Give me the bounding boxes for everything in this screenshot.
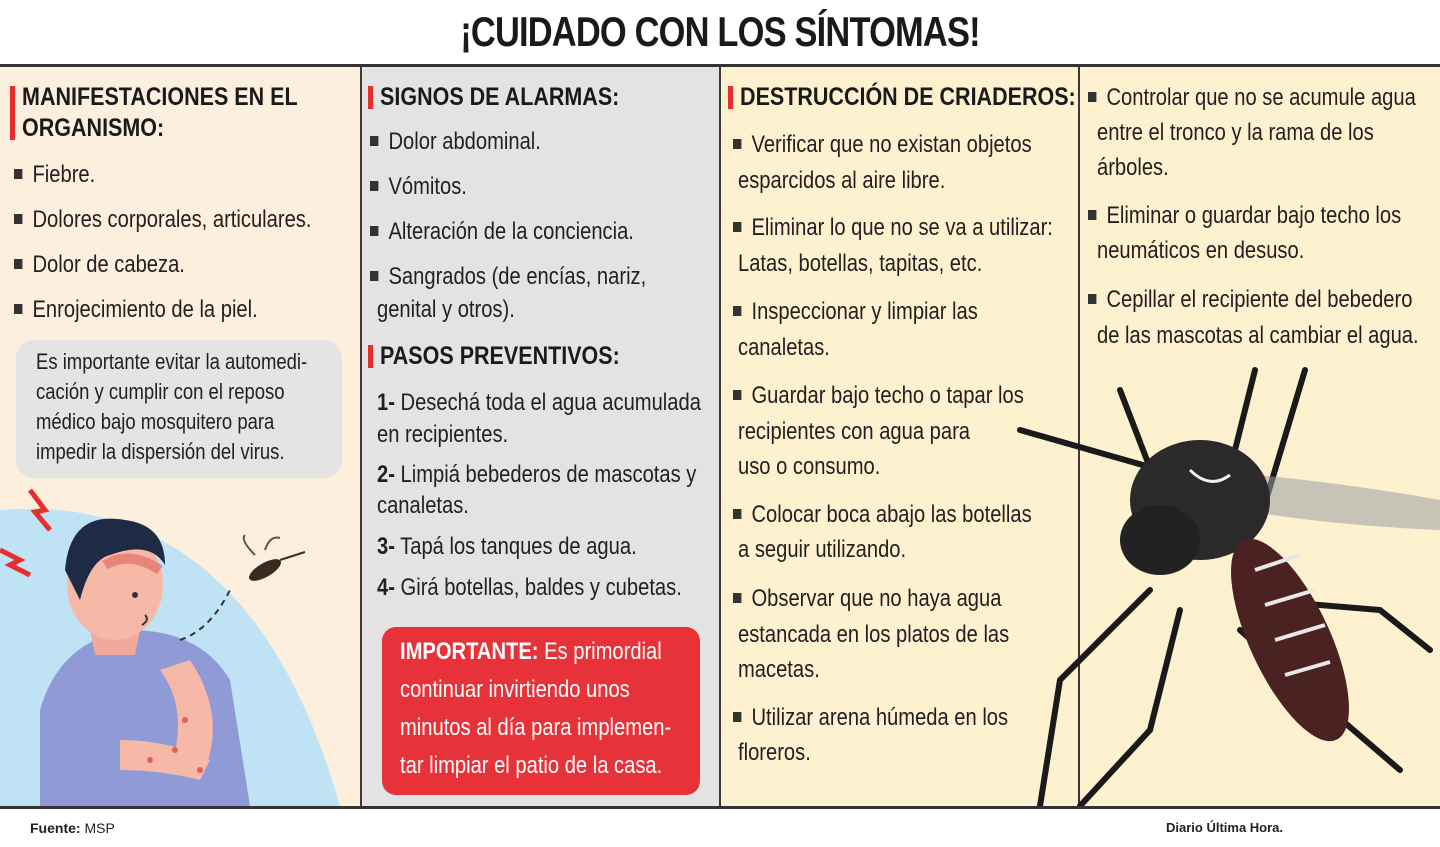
list-item-cont: macetas. [738, 656, 820, 683]
list-item-text: Guardar bajo techo o tapar los [751, 382, 1024, 409]
step-item-cont: en recipientes. [377, 421, 509, 448]
list-item [14, 203, 311, 237]
bottom-rule [0, 806, 1440, 809]
bullet-icon [370, 136, 378, 146]
list-item [733, 701, 1008, 735]
step-text: Limpiá bebederos de mascotas y [400, 461, 697, 488]
list-item [370, 125, 541, 159]
step-number: 4- [377, 574, 395, 601]
bullet-icon [370, 226, 378, 236]
source-note [30, 820, 115, 836]
bullet-icon [370, 181, 378, 191]
source-value: MSP [84, 820, 115, 836]
step-number: 3- [377, 533, 395, 560]
list-item-cont: Latas, botellas, tapitas, etc. [738, 250, 983, 277]
list-item [1088, 283, 1412, 317]
bullet-icon [14, 169, 22, 179]
list-item-cont: canaletas. [738, 334, 830, 361]
bullet-icon [733, 593, 741, 603]
list-item-text: Sangrados (de encías, nariz, [388, 263, 647, 290]
page-title: ¡CUIDADO CON LOS SÍNTOMAS! [460, 8, 980, 55]
list-item-text: Fiebre. [32, 161, 96, 188]
important-text [400, 633, 686, 785]
list-item-cont: a seguir utilizando. [738, 536, 907, 563]
step-item-cont: canaletas. [377, 492, 469, 519]
list-item-text: Eliminar o guardar bajo techo los [1106, 202, 1402, 229]
heading-signos: SIGNOS DE ALARMAS: [368, 82, 619, 113]
column-divider [360, 67, 362, 806]
step-number: 2- [377, 461, 395, 488]
bullet-icon [1088, 92, 1096, 102]
list-item-cont: floreros. [738, 739, 811, 766]
important-label: IMPORTANTE: [400, 638, 539, 665]
bullet-icon [1088, 210, 1096, 220]
list-item [733, 128, 1032, 162]
list-item [14, 248, 185, 282]
list-item-text: Inspeccionar y limpiar las [751, 298, 978, 325]
list-item-cont: entre el tronco y la rama de los [1097, 119, 1374, 146]
list-item-cont: de las mascotas al cambiar el agua. [1097, 322, 1419, 349]
list-item-text: Observar que no haya agua [751, 585, 1002, 612]
step-item [377, 386, 701, 420]
step-item [377, 530, 637, 564]
list-item-text: Eliminar lo que no se va a utilizar: [751, 214, 1053, 241]
list-item-text: Enrojecimiento de la piel. [32, 296, 258, 323]
bullet-icon [14, 214, 22, 224]
bullet-icon [14, 304, 22, 314]
source-label: Fuente: [30, 820, 81, 836]
list-item [1088, 199, 1401, 233]
step-text: Tapá los tanques de agua. [400, 533, 637, 560]
list-item [14, 293, 258, 327]
note-text: Es importante evitar la automedi- cación y cumplir con el reposo médico bajo mosquitero para impedir la dispersión del virus. [36, 349, 308, 464]
list-item-text: Vómitos. [388, 173, 467, 200]
step-text: Girá botellas, baldes y cubetas. [400, 574, 682, 601]
list-item-cont: esparcidos al aire libre. [738, 167, 946, 194]
list-item-cont: neumáticos en desuso. [1097, 237, 1305, 264]
list-item-text: Verificar que no existan objetos [751, 131, 1032, 158]
list-item [370, 170, 467, 204]
list-item-cont: recipientes con agua para [738, 418, 970, 445]
list-item-cont: uso o consumo. [738, 453, 881, 480]
list-item-cont: árboles. [1097, 154, 1169, 181]
list-item-cont: estancada en los platos de las [738, 621, 1010, 648]
list-item [370, 215, 634, 249]
bullet-icon [370, 271, 378, 281]
list-item-text: Utilizar arena húmeda en los [751, 704, 1009, 731]
bullet-icon [733, 306, 741, 316]
heading-line: MANIFESTACIONES EN EL [22, 83, 298, 111]
heading-pasos: PASOS PREVENTIVOS: [368, 341, 620, 372]
column-divider [719, 67, 721, 806]
heading-line: ORGANISMO: [22, 114, 165, 142]
list-item [733, 582, 1001, 616]
step-number: 1- [377, 389, 395, 416]
list-item [14, 158, 95, 192]
bullet-icon [733, 139, 741, 149]
credit: Diario Última Hora. [1166, 820, 1284, 835]
bullet-icon [733, 712, 741, 722]
mosquito-illustration [1000, 350, 1440, 806]
list-item-continuation: genital y otros). [377, 296, 515, 323]
sick-person-illustration [0, 480, 360, 806]
bullet-icon [733, 509, 741, 519]
step-text: Desechá toda el agua acumulada [400, 389, 701, 416]
step-item [377, 571, 682, 605]
bullet-icon [1088, 294, 1096, 304]
list-item [733, 211, 1053, 245]
bullet-icon [733, 222, 741, 232]
list-item-text: Colocar boca abajo las botellas [751, 501, 1032, 528]
important-body: Es primordial continuar invirtiendo unos minutos al día para implemen- tar limpiar el patio de la casa. [400, 638, 672, 779]
list-item-text: Dolores corporales, articulares. [32, 206, 312, 233]
list-item [733, 379, 1024, 413]
list-item [733, 295, 978, 329]
bullet-icon [733, 390, 741, 400]
list-item-text: Alteración de la conciencia. [388, 218, 634, 245]
heading-manifestaciones [10, 82, 298, 144]
list-item [370, 260, 646, 294]
heading-criaderos: DESTRUCCIÓN DE CRIADEROS: [728, 82, 1076, 113]
list-item-text: Controlar que no se acumule agua [1106, 84, 1416, 111]
list-item [733, 498, 1032, 532]
bullet-icon [14, 259, 22, 269]
list-item [1088, 81, 1416, 115]
list-item-text: Dolor abdominal. [388, 128, 541, 155]
list-item-text: Cepillar el recipiente del bebedero [1106, 286, 1413, 313]
step-item [377, 458, 696, 492]
list-item-text: Dolor de cabeza. [32, 251, 185, 278]
